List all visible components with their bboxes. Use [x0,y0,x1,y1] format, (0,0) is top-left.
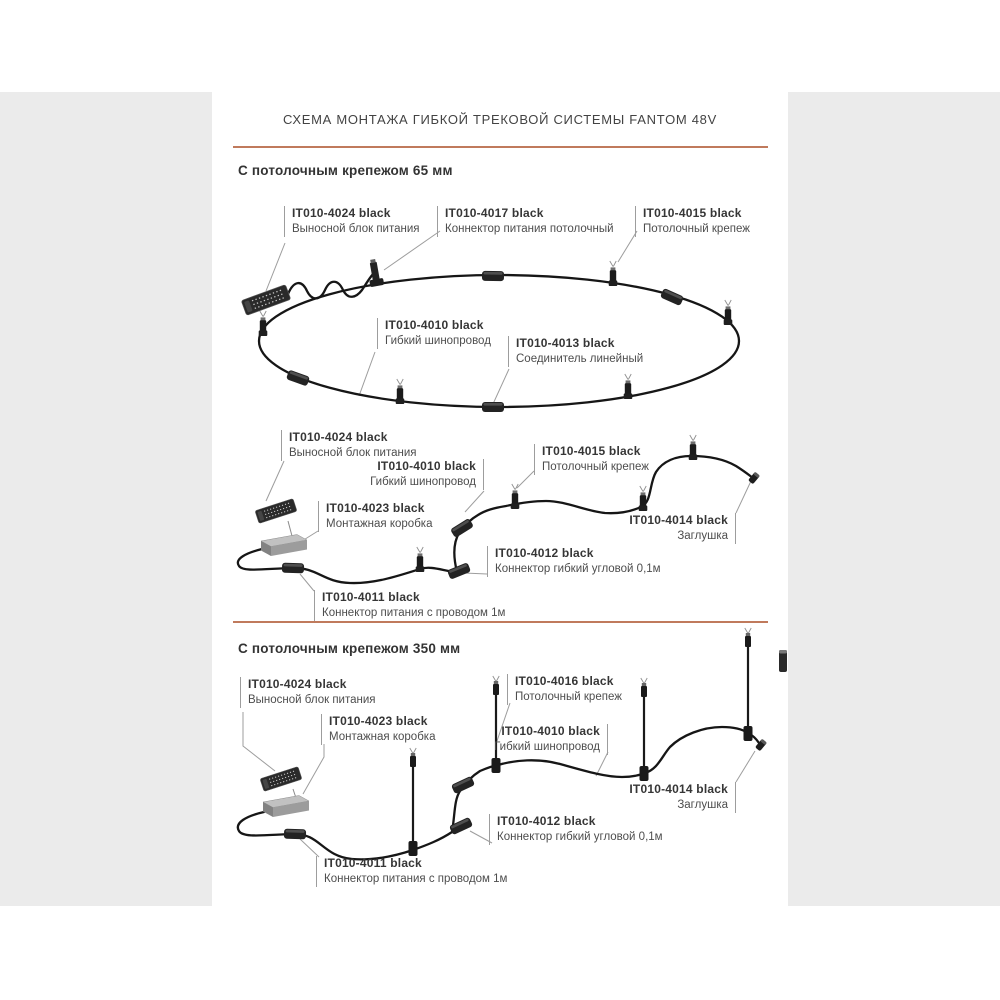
alignment-line [288,521,292,536]
mounting-box [261,535,307,557]
ceiling-mount-icon [396,379,405,404]
corner-connector [450,518,474,538]
part-label-4012: IT010-4012 black Коннектор гибкий угловой 0,1м [487,546,661,577]
linear-connector [286,370,310,387]
part-label-4023: IT010-4023 black Монтажная коробка [321,714,435,745]
ceiling-mount-icon [624,374,633,399]
part-label-4010: IT010-4010 black Гибкий шинопровод [370,459,484,490]
page-title: СХЕМА МОНТАЖА ГИБКОЙ ТРЕКОВОЙ СИСТЕМЫ FANTOM 48V [283,112,717,127]
part-label-4015: IT010-4015 black Потолочный крепеж [534,444,649,475]
power-supply-unit [255,499,297,524]
power-supply-unit [260,767,302,792]
part-label-4014: IT010-4014 black Заглушка [629,782,736,813]
ceiling-power-connector [366,258,384,287]
ceiling-pendant-350-icon [744,628,753,741]
detached-cap-icon [779,650,787,672]
corner-connector [447,562,471,580]
part-label-4011: IT010-4011 black Коннектор питания с проводом 1м [314,590,505,621]
part-label-4010: IT010-4010 black Гибкий шинопровод [377,318,491,349]
ceiling-mount-icon [724,300,733,325]
ceiling-mount-icon [511,484,520,509]
part-label-4010: IT010-4010 black Гибкий шинопровод [494,724,608,755]
ceiling-pendant-350-icon [640,678,649,781]
section-heading-65mm: С потолочным крепежом 65 мм [238,163,453,178]
power-feed-connector [282,563,304,574]
linear-connector [660,288,684,306]
part-label-4024: IT010-4024 black Выносной блок питания [240,677,376,708]
part-label-4016: IT010-4016 black Потолочный крепеж [507,674,622,705]
power-feed-connector [284,829,306,840]
part-label-4015: IT010-4015 black Потолочный крепеж [635,206,750,237]
linear-connector [482,402,504,412]
part-label-4023: IT010-4023 black Монтажная коробка [318,501,432,532]
ceiling-mount-icon [416,547,425,572]
ceiling-mount-icon [689,435,698,460]
ceiling-mount-icon [609,261,618,286]
part-label-4024: IT010-4024 black Выносной блок питания [281,430,417,461]
ceiling-mount-icon [639,486,648,511]
part-label-4011: IT010-4011 black Коннектор питания с проводом 1м [316,856,507,887]
part-label-4012: IT010-4012 black Коннектор гибкий угловой 0,1м [489,814,663,845]
part-label-4013: IT010-4013 black Соединитель линейный [508,336,643,367]
accent-divider-top [233,146,768,148]
section-heading-350mm: С потолочным крепежом 350 мм [238,641,461,656]
part-label-4017: IT010-4017 black Коннектор питания потолочный [437,206,614,237]
corner-connector [451,776,475,794]
mounting-box [263,796,309,818]
linear-connector [482,271,504,281]
part-label-4024: IT010-4024 black Выносной блок питания [284,206,420,237]
ceiling-mount-icon [259,311,268,336]
part-label-4014: IT010-4014 black Заглушка [629,513,736,544]
ceiling-pendant-350-icon [409,748,418,856]
